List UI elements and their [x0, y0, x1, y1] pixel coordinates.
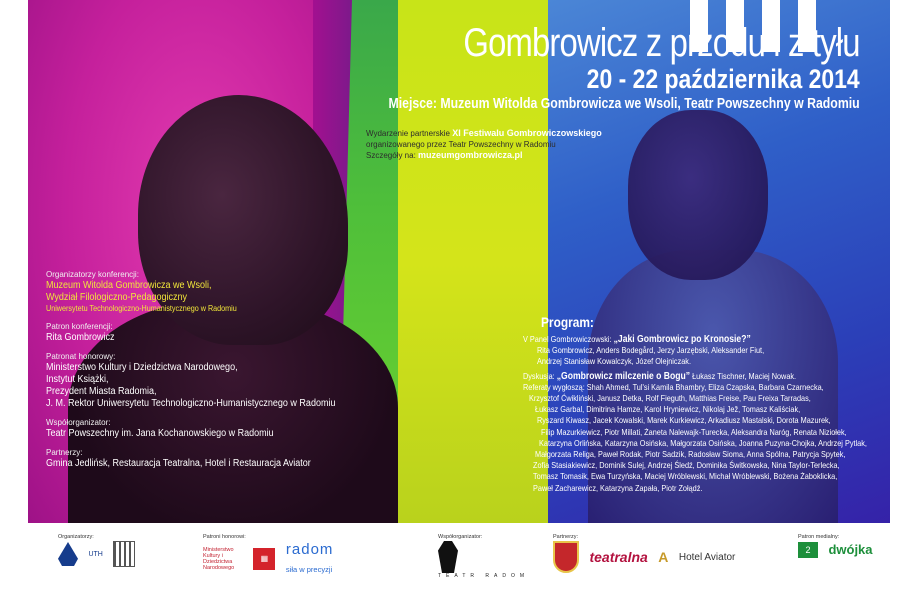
teatralna-logo: teatralna	[589, 549, 648, 565]
honorary-section	[46, 352, 346, 410]
program-row: Małgorzata Religa, Paweł Rodak, Piotr Sadzik, Radosław Sioma, Anna Spólna, Patrycja Spytek,	[535, 449, 846, 460]
website-link[interactable]: muzeumgombrowicza.pl	[418, 150, 523, 160]
event-venue: Miejsce: Muzeum Witolda Gombrowicza we Wsoli, Teatr Powszechny w Radomiu	[388, 95, 860, 112]
event-dates: 20 - 22 października 2014	[586, 64, 860, 94]
honorary-item: J. M. Rektor Uniwersytetu Technologiczno-Humanistycznego w Radomiu	[46, 398, 336, 409]
panel-prefix: V Panel Gombrowiczowski:	[523, 334, 612, 344]
program-row: Katarzyna Orlińska, Katarzyna Osińska, Małgorzata Osińska, Joanna Puzyna-Chojka, Andrzej Pytlak,	[539, 437, 867, 448]
footer-coorganizer-label: Współorganizator:	[438, 534, 483, 540]
coorganizer-name: Teatr Powszechny im. Jana Kochanowskiego w Radomiu	[46, 428, 274, 439]
festival-line-1	[366, 128, 602, 139]
patron-name: Rita Gombrowicz	[46, 332, 115, 343]
uth-logo	[58, 542, 78, 566]
festival-line-3	[366, 150, 602, 161]
poster-title: Gombrowicz z przodu i z tyłu	[463, 21, 860, 65]
organizer-faculty: Wydział Filologiczno-Pedagogiczny	[46, 292, 187, 303]
debate-title: „Gombrowicz milczenie o Bogu”	[556, 370, 691, 382]
organizers-label: Organizatorzy konferencji:	[46, 270, 139, 279]
organizer-museum: Muzeum Witolda Gombrowicza we Wsoli,	[46, 280, 212, 291]
headline	[285, 22, 860, 114]
teatr-wordmark: TEATR RADOM	[438, 573, 530, 579]
program-row: Rita Gombrowicz, Anders Bodegård, Jerzy Jarzębski, Aleksander Fiut,	[537, 345, 765, 356]
radom-crest-icon: ▦	[253, 548, 275, 570]
partners-names: Gmina Jedlińsk, Restauracja Teatralna, Hotel i Restauracja Aviator	[46, 458, 311, 469]
debate-names: Łukasz Tischner, Maciej Nowak.	[692, 370, 797, 381]
program-row: Ryszard Kiwasz, Jacek Kowalski, Marek Kurkiewicz, Arkadiusz Mastalski, Dorota Mazurek,	[537, 415, 831, 426]
honorary-item: Instytut Książki,	[46, 374, 109, 385]
honorary-item: Prezydent Miasta Radomia,	[46, 386, 157, 397]
footer-organizers	[58, 533, 141, 567]
partners-section	[46, 448, 346, 470]
festival-info	[366, 128, 602, 161]
footer-media	[798, 533, 879, 559]
panel-title: „Jaki Gombrowicz po Kronosie?”	[613, 334, 751, 345]
credits-column	[46, 270, 346, 478]
patron-section	[46, 322, 346, 344]
panel-line	[523, 334, 833, 345]
program-row: Andrzej Stanisław Kowalczyk, Józef Olejniczak.	[537, 356, 691, 367]
jedlinsk-crest-icon	[553, 541, 579, 573]
program-row: Paweł Zacharewicz, Katarzyna Zapała, Piotr Zołądź.	[533, 482, 703, 493]
footer-honorary-label: Patroni honorowi:	[203, 534, 246, 540]
program-row: Krzysztof Ćwikliński, Janusz Detka, Rolf Fieguth, Matthias Freise, Pau Freixa Tarradas,	[529, 393, 811, 404]
footer-organizers-label: Organizatorzy:	[58, 534, 94, 540]
program-row: Referaty wygłoszą: Shah Ahmed, Tul'si Kamila Bhambry, Eliza Czapska, Barbara Czarnecka,	[523, 381, 824, 392]
program-section	[523, 314, 883, 494]
aviator-mark-icon: A	[658, 549, 669, 565]
uth-label: UTH	[88, 550, 103, 558]
mkidn-logo: Ministerstwo Kultury i Dziedzictwa Narodowego	[203, 547, 235, 571]
program-row: Łukasz Garbal, Dimitrina Hamze, Karol Hryniewicz, Nikolaj Jež, Tomasz Kaliściak,	[535, 404, 801, 415]
reflection-head	[628, 110, 768, 280]
poster	[28, 0, 890, 523]
program-row: Zofia Stasiakiewicz, Dominik Sulej, Andrzej Śledź, Dominika Świtkowska, Nina Taylor-Terlecka,	[533, 460, 840, 471]
aviator-logo: Hotel Aviator	[678, 551, 736, 563]
honorary-label: Patronat honorowy:	[46, 352, 116, 361]
footer-media-label: Patron medialny:	[798, 534, 840, 540]
festival-prefix: Wydarzenie partnerskie	[366, 129, 450, 138]
footer-partners-label: Partnerzy:	[553, 534, 579, 540]
program-row: Tomasz Tomasik, Ewa Turzyńska, Maciej Wróblewski, Michał Wróblewski, Bożena Żaboklicka,	[533, 471, 838, 482]
partners-label: Partnerzy:	[46, 448, 83, 457]
sponsor-footer	[28, 525, 890, 593]
festival-line-2: organizowanego przez Teatr Powszechny w Radomiu	[366, 140, 556, 149]
museum-logo	[113, 541, 135, 567]
patron-label: Patron konferencji:	[46, 322, 113, 331]
radom-slogan: siła w precyzji	[285, 565, 333, 574]
program-heading: Program:	[541, 314, 594, 330]
footer-partners	[553, 533, 741, 573]
program-row: Filip Mazurkiewicz, Piotr Millati, Żaneta Nalewajk-Turecka, Aleksandra Naróg, Renata Niziołek,	[541, 426, 847, 437]
footer-coorganizer	[438, 533, 529, 579]
debate-prefix: Dyskusja:	[523, 370, 555, 381]
footer-honorary	[203, 533, 339, 577]
dwojka-icon: 2	[798, 542, 818, 558]
organizer-university: Uniwersytetu Technologiczno-Humanistycznego w Radomiu	[46, 304, 237, 313]
organizers-section	[46, 270, 346, 314]
honorary-item: Ministerstwo Kultury i Dziedzictwa Narodowego,	[46, 362, 238, 373]
coorganizer-section	[46, 418, 346, 440]
debate-line	[523, 371, 833, 382]
dwojka-logo: dwójka	[828, 542, 873, 558]
festival-name: XI Festiwalu Gombrowiczowskiego	[452, 128, 602, 138]
radom-logo	[286, 541, 334, 577]
details-label: Szczegóły na:	[366, 151, 416, 160]
coorganizer-label: Współorganizator:	[46, 418, 111, 427]
radom-wordmark: radom	[285, 541, 334, 558]
teatr-logo	[438, 541, 458, 573]
